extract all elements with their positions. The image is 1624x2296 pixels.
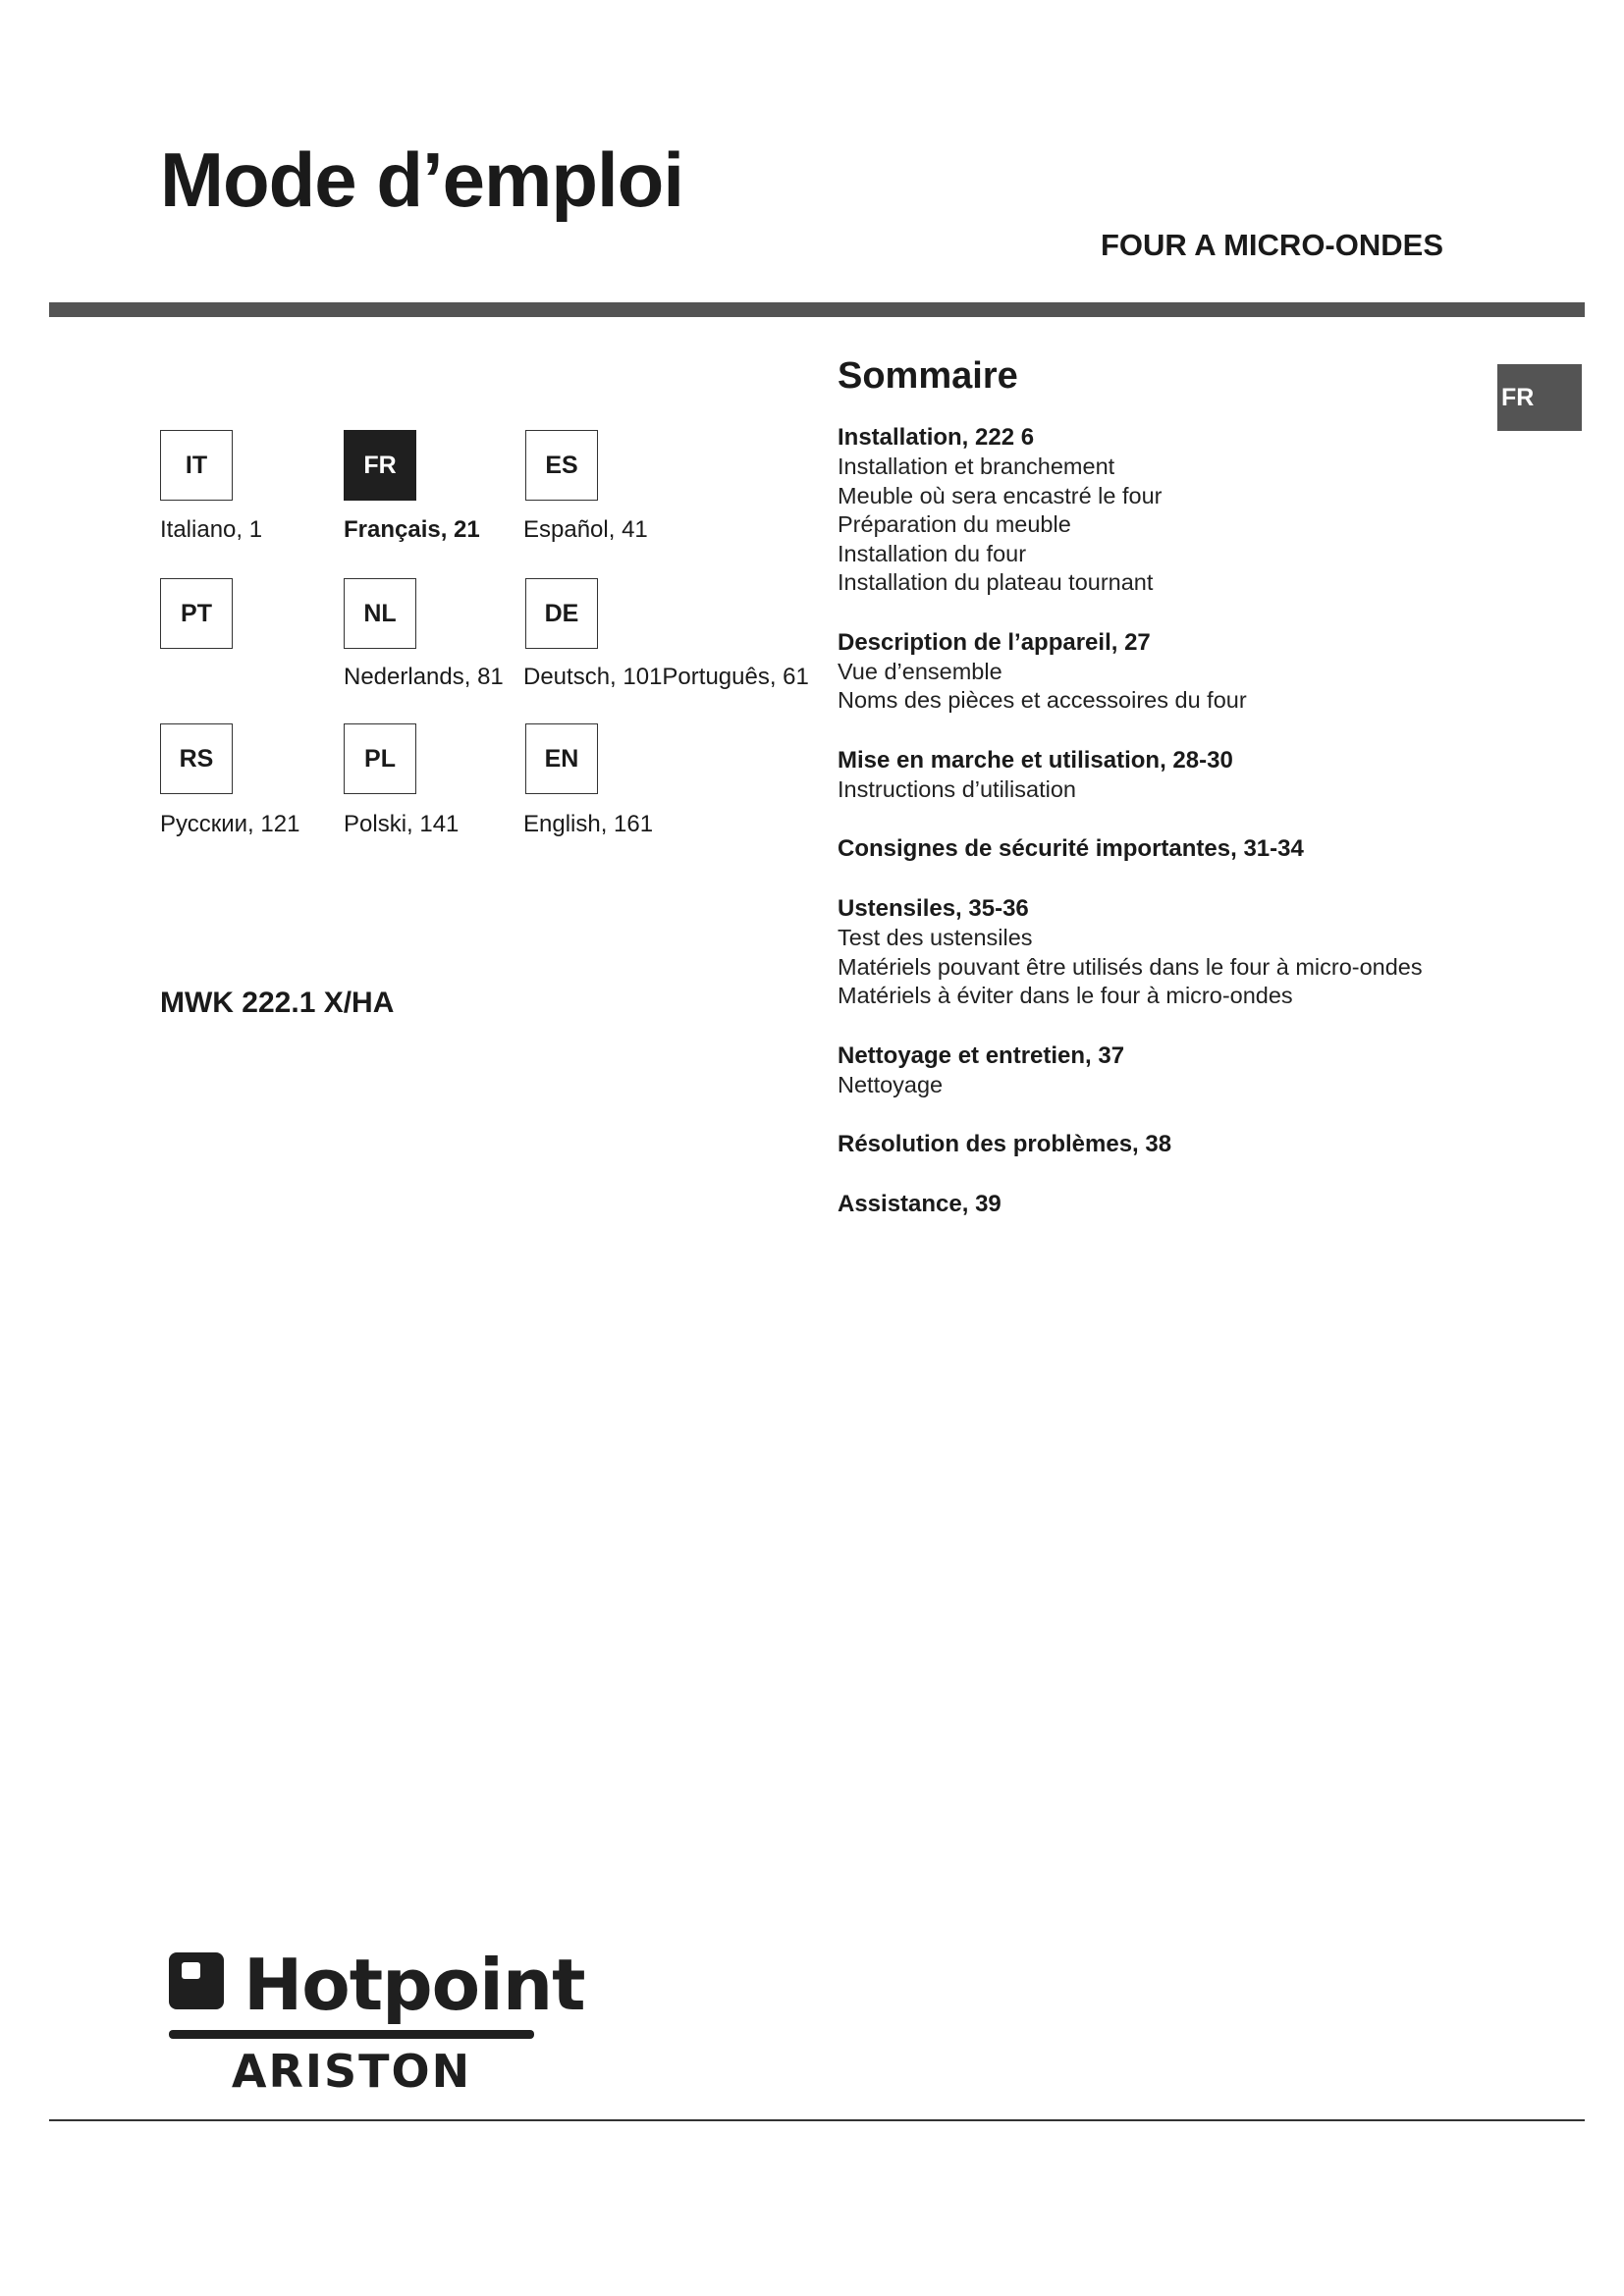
- toc-item[interactable]: Nettoyage: [838, 1071, 944, 1097]
- brand-sub: ARISTON: [231, 2045, 472, 2098]
- lang-box-rs[interactable]: RS: [160, 723, 233, 794]
- lang-label-de: Deutsch, 101Português, 61: [523, 664, 809, 690]
- toc-section: [838, 1041, 1486, 1100]
- toc-item[interactable]: Préparation du meuble: [838, 511, 1071, 537]
- lang-label-en: English, 161: [523, 811, 654, 837]
- table-of-contents: [838, 422, 1486, 1249]
- toc-item[interactable]: Matériels pouvant être utilisés dans le four à micro-ondes: [838, 953, 1423, 980]
- toc-heading[interactable]: Mise en marche et utilisation, 28-30: [838, 746, 1233, 774]
- language-tab: FR: [1497, 364, 1582, 431]
- product-type: FOUR A MICRO-ONDES: [1100, 228, 1443, 262]
- toc-section: [838, 1129, 1486, 1159]
- lang-label-fr: Français, 21: [344, 516, 480, 543]
- toc-item[interactable]: Instructions d’utilisation: [838, 775, 1076, 802]
- toc-section: [838, 627, 1486, 716]
- lang-box-pt[interactable]: PT: [160, 578, 233, 649]
- lang-box-nl[interactable]: NL: [344, 578, 416, 649]
- toc-heading[interactable]: Description de l’appareil, 27: [838, 628, 1151, 656]
- lang-label-it: Italiano, 1: [160, 516, 263, 543]
- lang-box-fr[interactable]: FR: [344, 430, 416, 501]
- toc-item[interactable]: Vue d’ensemble: [838, 658, 1002, 684]
- toc-section: [838, 745, 1486, 805]
- toc-section: [838, 833, 1486, 864]
- toc-heading[interactable]: Consignes de sécurité importantes, 31-34: [838, 835, 1304, 862]
- page-title: Mode d’emploi: [160, 136, 683, 223]
- toc-heading[interactable]: Ustensiles, 35-36: [838, 895, 1029, 922]
- lang-box-en[interactable]: EN: [525, 723, 598, 794]
- toc-item[interactable]: Meuble où sera encastré le four: [838, 482, 1163, 508]
- toc-item[interactable]: Noms des pièces et accessoires du four: [838, 687, 1247, 713]
- toc-item[interactable]: Installation du four: [838, 540, 1027, 566]
- hotpoint-mark-icon: [169, 1952, 224, 2009]
- lang-box-de[interactable]: DE: [525, 578, 598, 649]
- toc-item[interactable]: Installation et branchement: [838, 454, 1115, 479]
- brand-name: Hotpoint: [244, 1944, 585, 2026]
- toc-item[interactable]: Installation du plateau tournant: [838, 569, 1154, 595]
- toc-title: Sommaire: [838, 355, 1018, 397]
- lang-label-pl: Polski, 141: [344, 811, 460, 837]
- lang-box-pl[interactable]: PL: [344, 723, 416, 794]
- toc-section: [838, 422, 1486, 598]
- lang-box-it[interactable]: IT: [160, 430, 233, 501]
- lang-box-es[interactable]: ES: [525, 430, 598, 501]
- hotpoint-ariston-logo: [167, 1941, 585, 2098]
- toc-item[interactable]: Test des ustensiles: [838, 925, 1033, 950]
- toc-section: [838, 893, 1486, 1011]
- lang-label-rs: Русскии, 121: [160, 811, 300, 837]
- footer-divider: [49, 2119, 1585, 2121]
- toc-item[interactable]: Matériels à éviter dans le four à micro-ondes: [838, 983, 1293, 1008]
- toc-heading[interactable]: Assistance, 39: [838, 1191, 1001, 1217]
- toc-heading[interactable]: Installation, 222 6: [838, 424, 1035, 451]
- toc-heading[interactable]: Nettoyage et entretien, 37: [838, 1041, 1125, 1069]
- lang-label-nl: Nederlands, 81: [344, 664, 504, 690]
- toc-heading[interactable]: Résolution des problèmes, 38: [838, 1131, 1172, 1157]
- model-number: MWK 222.1 X/HA: [160, 987, 395, 1019]
- toc-section: [838, 1189, 1486, 1219]
- header-divider: [49, 302, 1585, 317]
- lang-label-es: Español, 41: [523, 516, 648, 543]
